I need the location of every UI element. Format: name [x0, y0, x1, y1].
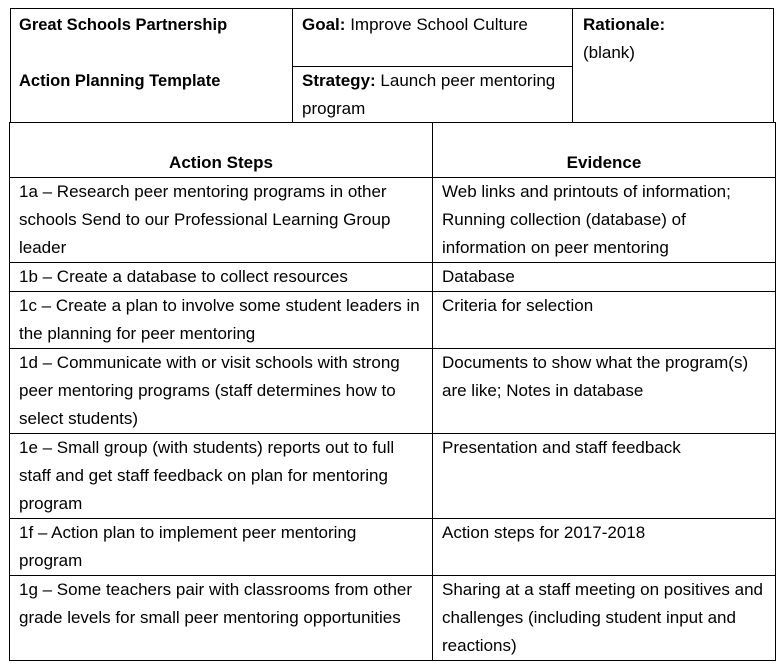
goal-cell: [293, 9, 573, 67]
action-step-cell: 1a – Research peer mentoring programs in other schools Send to our Professional Learning Group leader: [10, 178, 433, 263]
table-row: [10, 349, 776, 434]
evidence-cell: Presentation and staff feedback: [433, 434, 776, 519]
evidence-cell: Criteria for selection: [433, 292, 776, 349]
evidence-cell: Documents to show what the program(s) are like; Notes in database: [433, 349, 776, 434]
table-row: [10, 263, 776, 292]
column-header-evidence: Evidence: [433, 123, 776, 178]
action-planning-document: [10, 8, 774, 661]
column-header-action-steps: Action Steps: [10, 123, 433, 178]
action-step-cell: 1g – Some teachers pair with classrooms from other grade levels for small peer mentoring opportunities: [10, 576, 433, 661]
organization-cell: [11, 9, 293, 122]
goal-label: Goal:: [302, 15, 346, 34]
table-row: [10, 519, 776, 576]
action-step-cell: 1d – Communicate with or visit schools with strong peer mentoring programs (staff determines how to select students): [10, 349, 433, 434]
rationale-label: Rationale:: [583, 15, 666, 34]
table-row: [10, 434, 776, 519]
organization-name: Great Schools Partnership: [19, 16, 228, 34]
rationale-value: (blank): [583, 43, 635, 62]
template-title: Action Planning Template: [19, 72, 221, 90]
action-step-cell: 1b – Create a database to collect resources: [10, 263, 433, 292]
action-step-cell: 1c – Create a plan to involve some student leaders in the planning for peer mentoring: [10, 292, 433, 349]
evidence-cell: Action steps for 2017-2018: [433, 519, 776, 576]
table-row: [10, 292, 776, 349]
strategy-label: Strategy:: [302, 71, 376, 90]
action-step-cell: 1f – Action plan to implement peer mentoring program: [10, 519, 433, 576]
evidence-cell: Database: [433, 263, 776, 292]
action-steps-table: [9, 122, 776, 661]
strategy-value: Launch peer mentoring program: [302, 71, 556, 118]
evidence-cell: Web links and printouts of information; Running collection (database) of information on peer mentoring: [433, 178, 776, 263]
table-row: [10, 576, 776, 661]
table-header-row: [10, 123, 776, 178]
goal-value: Improve School Culture: [350, 15, 528, 34]
action-step-cell: 1e – Small group (with students) reports out to full staff and get staff feedback on plan for mentoring program: [10, 434, 433, 519]
evidence-cell: Sharing at a staff meeting on positives and challenges (including student input and reactions): [433, 576, 776, 661]
strategy-cell: [293, 67, 573, 122]
table-row: [10, 178, 776, 263]
rationale-cell: [573, 9, 773, 122]
header-block: [10, 8, 774, 123]
